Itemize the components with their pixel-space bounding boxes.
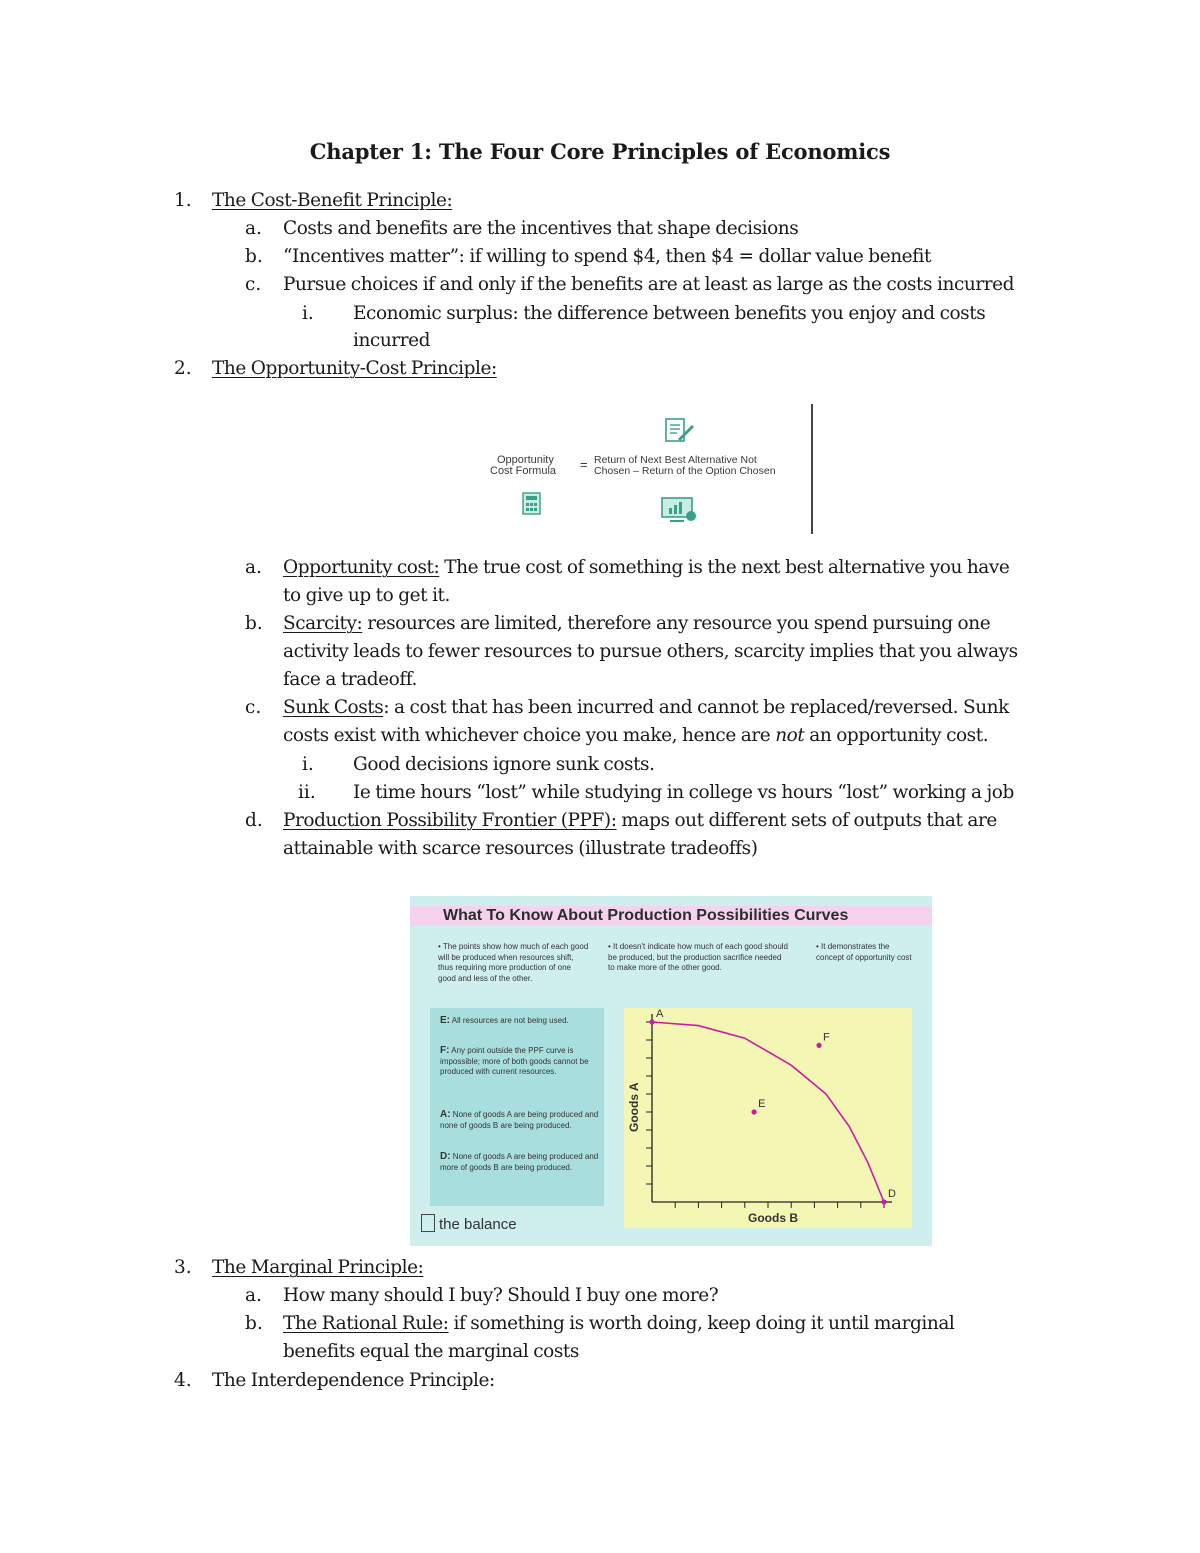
list-item: Scarcity: resources are limited, therefore any resource you spend pursuing one (283, 613, 991, 634)
formula-right-label-1: Return of Next Best Alternative Not (594, 454, 757, 466)
page-title: Chapter 1: The Four Core Principles of Economics (309, 139, 891, 164)
legend-item: E: All resources are not being used. (440, 1015, 569, 1026)
list-item-continued: costs exist with whichever choice you make, hence are not an opportunity cost. (283, 725, 989, 746)
point-label: E (758, 1098, 766, 1110)
point-label: D (888, 1188, 896, 1200)
list-item-continued: to give up to get it. (283, 585, 450, 606)
section-heading: The Opportunity-Cost Principle: (212, 358, 497, 379)
list-item-continued: incurred (353, 330, 430, 351)
y-axis-label: Goods A (627, 1082, 641, 1132)
point-f (816, 1043, 821, 1048)
list-item: Opportunity cost: The true cost of something is the next best alternative you have (283, 557, 1010, 578)
section-heading: The Interdependence Principle: (212, 1370, 495, 1391)
legend-item: D: None of goods A are being produced and more of goods B are being produced. (440, 1151, 599, 1172)
point-d (881, 1199, 886, 1204)
list-item: How many should I buy? Should I buy one more? (283, 1285, 719, 1306)
term: Scarcity: (283, 613, 363, 634)
ppf-curve (652, 1022, 884, 1202)
monitor-chart-icon (660, 496, 698, 524)
infographic-note: • It demonstrates the concept of opportunity cost (816, 942, 912, 962)
infographic-title: What To Know About Production Possibilities Curves (410, 906, 932, 926)
section-heading: The Cost-Benefit Principle: (212, 190, 453, 211)
point-label: A (656, 1008, 664, 1020)
figure-divider (811, 404, 813, 534)
point-e (751, 1109, 756, 1114)
section-number: 3. (174, 1257, 192, 1278)
formula-left-label-2: Cost Formula (490, 465, 557, 477)
list-marker: a. (245, 1285, 262, 1306)
list-item: Ie time hours “lost” while studying in college vs hours “lost” working a job (353, 782, 1014, 803)
list-item: Pursue choices if and only if the benefits are at least as large as the costs incurred (283, 274, 1015, 295)
point-a (649, 1019, 654, 1024)
legend-item: F: Any point outside the PPF curve is impossible; more of both goods cannot be produced with current resources. (440, 1045, 589, 1076)
list-item-continued: face a tradeoff. (283, 669, 417, 690)
section-heading: The Marginal Principle: (212, 1257, 424, 1278)
ppf-infographic (410, 896, 932, 1246)
list-marker: d. (245, 810, 263, 831)
term: The Rational Rule: (283, 1313, 449, 1334)
x-axis-label: Goods B (748, 1211, 798, 1225)
ppf-legend (430, 1008, 604, 1206)
term: Sunk Costs (283, 697, 384, 718)
term: Opportunity cost: (283, 557, 440, 578)
term: Production Possibility Frontier (PPF): (283, 810, 617, 831)
calculator-icon (522, 492, 542, 516)
brand-icon (421, 1214, 435, 1232)
list-marker: c. (245, 697, 262, 718)
list-item-continued: attainable with scarce resources (illustrate tradeoffs) (283, 838, 758, 859)
ppf-plot-area (624, 1008, 912, 1228)
list-marker: c. (245, 274, 262, 295)
list-marker: a. (245, 218, 262, 239)
list-item: Costs and benefits are the incentives that shape decisions (283, 218, 799, 239)
document-edit-icon (662, 416, 698, 446)
list-item-continued: activity leads to fewer resources to pursue others, scarcity implies that you always (283, 641, 1018, 662)
list-item-continued: benefits equal the marginal costs (283, 1341, 579, 1362)
point-label: F (823, 1031, 830, 1044)
list-item: Sunk Costs: a cost that has been incurred and cannot be replaced/reversed. Sunk (283, 697, 1009, 718)
list-item: “Incentives matter”: if willing to spend $4, then $4 = dollar value benefit (283, 246, 932, 267)
ppf-chart (624, 1008, 912, 1228)
list-item: Production Possibility Frontier (PPF): maps out different sets of outputs that are (283, 810, 997, 831)
list-item: The Rational Rule: if something is worth doing, keep doing it until marginal (283, 1313, 955, 1334)
infographic-note: • It doesn't indicate how much of each good should be produced, but the production sacrifice needed to make more of the other good. (608, 942, 788, 972)
list-marker: i. (302, 303, 314, 324)
section-number: 2. (174, 358, 192, 379)
list-marker: b. (245, 1313, 263, 1334)
formula-right-label-2: Chosen – Return of the Option Chosen (594, 465, 776, 477)
infographic-note: • The points show how much of each good will be produced when resources shift, thus requiring more production of one good and less of the other. (438, 942, 589, 983)
list-marker: i. (302, 754, 314, 775)
legend-item: A: None of goods A are being produced and none of goods B are being produced. (440, 1109, 599, 1130)
brand-logo: the balance (421, 1214, 517, 1235)
list-item: Economic surplus: the difference between benefits you enjoy and costs (353, 303, 986, 324)
opportunity-cost-figure (476, 402, 816, 538)
formula-equals: = (580, 457, 588, 472)
section-number: 1. (174, 190, 192, 211)
list-marker: b. (245, 246, 263, 267)
formula-left-label-1: Opportunity (497, 454, 554, 466)
list-marker: ii. (298, 782, 316, 803)
list-item: Good decisions ignore sunk costs. (353, 754, 655, 775)
section-number: 4. (174, 1370, 192, 1391)
list-marker: a. (245, 557, 262, 578)
list-marker: b. (245, 613, 263, 634)
